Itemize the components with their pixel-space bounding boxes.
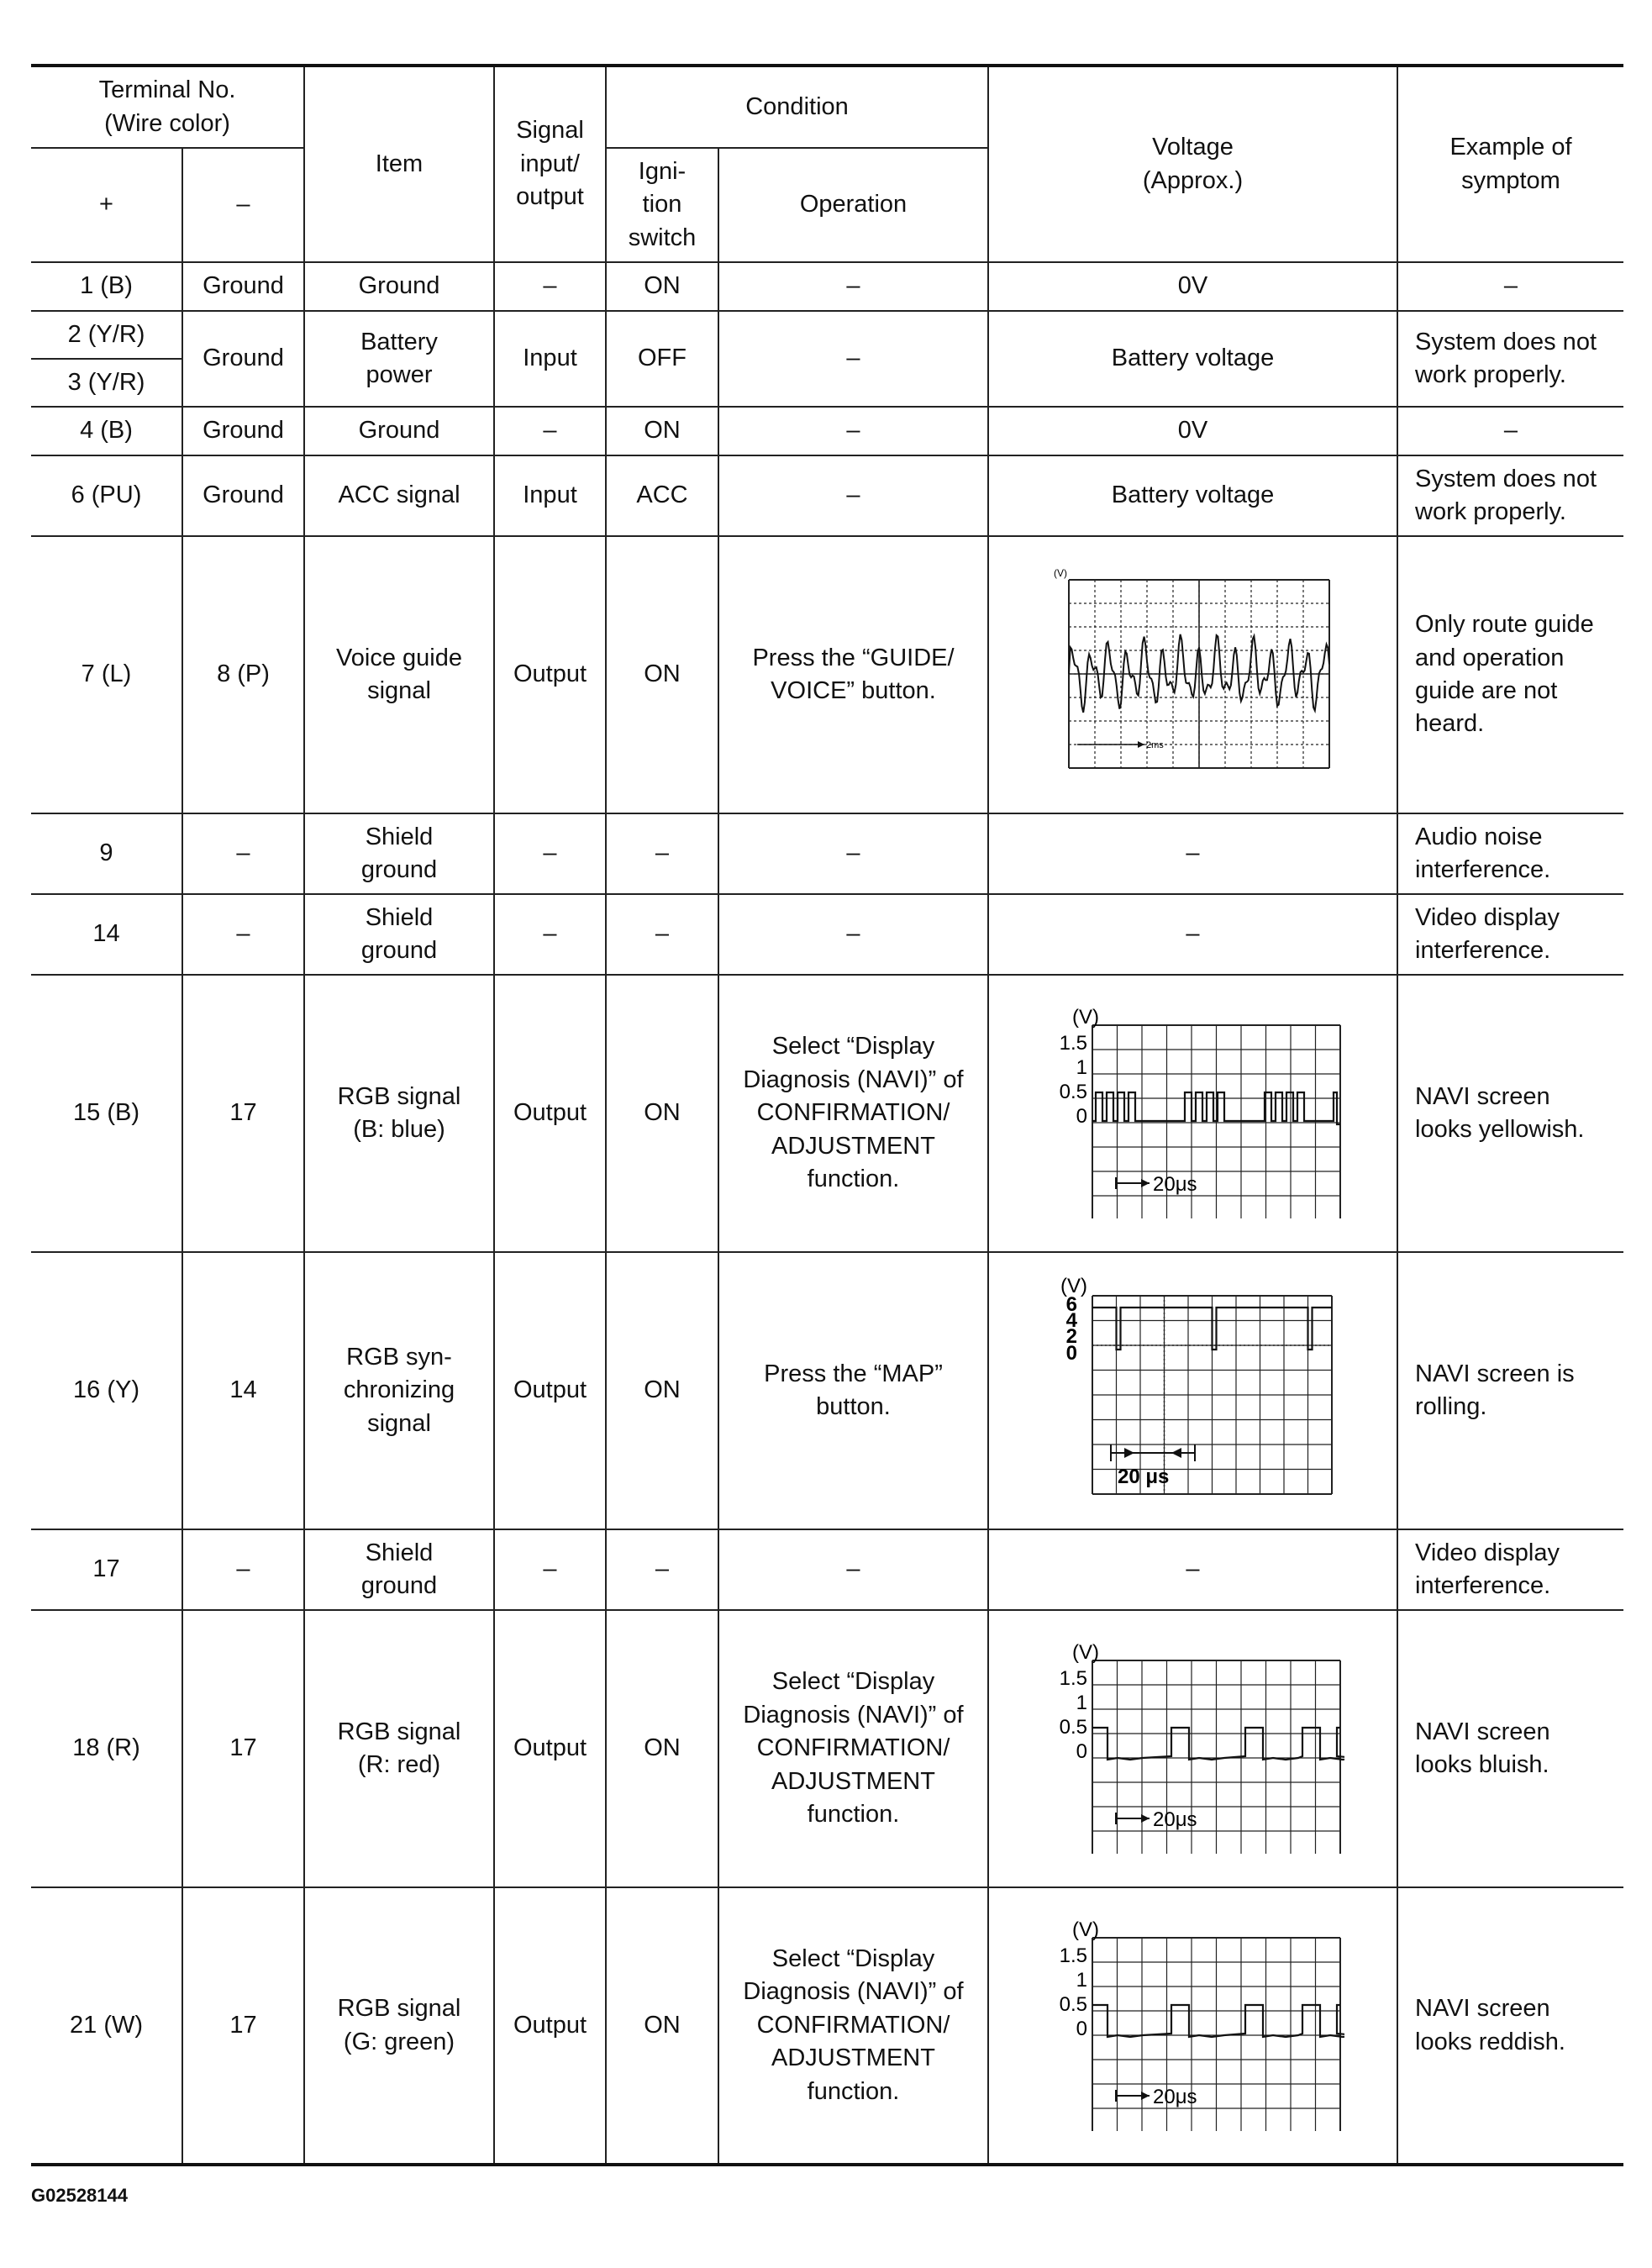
cell-voltage: – <box>988 1529 1397 1610</box>
item-line: RGB signal <box>337 1995 461 2023</box>
time-marker-arrow <box>1141 1179 1150 1187</box>
cell-ignition: ON <box>606 975 718 1252</box>
cell-terminal-minus: 17 <box>182 975 304 1252</box>
y-tick-label: 1 <box>1076 1968 1087 1992</box>
cell-signal-io: Input <box>494 455 606 536</box>
cell-symptom <box>1397 1887 1623 2165</box>
operation-line: – <box>846 1555 860 1583</box>
cell-operation <box>718 455 988 536</box>
item-line: (R: red) <box>357 1751 441 1778</box>
time-marker-arrow <box>1138 741 1144 748</box>
item-line: Ground <box>358 272 440 300</box>
symptom-line: NAVI screen <box>1415 1995 1550 2023</box>
y-tick-label: 0 <box>1076 1105 1087 1128</box>
symptom-line: guide are not <box>1415 677 1558 704</box>
cell-symptom <box>1397 311 1623 407</box>
item-line: ground <box>360 856 438 883</box>
operation-line: ADJUSTMENT <box>771 2044 935 2072</box>
cell-terminal-plus: 1 (B) <box>31 262 182 311</box>
time-scale-label: 20μs <box>1152 2085 1197 2108</box>
cell-signal-io: – <box>494 1529 606 1610</box>
symptom-line: NAVI screen <box>1415 1718 1550 1745</box>
cell-item <box>304 536 494 813</box>
cell-operation <box>718 311 988 407</box>
header-symptom-line1: Example of <box>1449 134 1572 161</box>
item-line: signal <box>367 1409 431 1437</box>
time-scale-label: 20μs <box>1152 1173 1197 1196</box>
y-tick-label: 1.5 <box>1059 1032 1087 1055</box>
cell-voltage: – <box>988 894 1397 975</box>
waveform-trace <box>1092 2005 1344 2037</box>
operation-line: Press the “GUIDE/ <box>752 644 955 671</box>
cell-terminal-plus: 14 <box>31 894 182 975</box>
header-ign-line3: switch <box>628 224 697 251</box>
operation-line: ADJUSTMENT <box>771 1132 935 1160</box>
cell-symptom <box>1397 894 1623 975</box>
item-line: RGB signal <box>337 1082 461 1110</box>
symptom-line: Audio noise <box>1415 823 1543 850</box>
cell-terminal-plus: 3 (Y/R) <box>31 359 182 407</box>
symptom-line: Video display <box>1415 903 1560 931</box>
operation-line: Press the “MAP” <box>764 1360 943 1387</box>
symptom-line: looks bluish. <box>1415 1751 1549 1778</box>
cell-terminal-minus: Ground <box>182 455 304 536</box>
cell-signal-io: – <box>494 894 606 975</box>
header-voltage <box>988 66 1397 262</box>
cell-symptom <box>1397 536 1623 813</box>
operation-line: button. <box>816 1393 891 1420</box>
cell-symptom <box>1397 1252 1623 1529</box>
table-row <box>31 813 1623 894</box>
cell-ignition: ON <box>606 536 718 813</box>
y-unit-label: (V) <box>1060 1277 1087 1297</box>
cell-symptom <box>1397 1610 1623 1887</box>
table-row <box>31 1529 1623 1610</box>
item-line: Ground <box>358 417 440 445</box>
oscilloscope-waveform <box>1042 1644 1344 1854</box>
cell-item <box>304 894 494 975</box>
table-row <box>31 894 1623 975</box>
cell-symptom <box>1397 262 1623 311</box>
cell-item <box>304 1252 494 1529</box>
y-tick-label: 1 <box>1076 1056 1087 1079</box>
time-marker-arrow <box>1124 1448 1134 1458</box>
symptom-line: interference. <box>1415 856 1551 883</box>
cell-item <box>304 1529 494 1610</box>
cell-ignition: – <box>606 1529 718 1610</box>
cell-operation <box>718 1610 988 1887</box>
operation-line: function. <box>807 1166 900 1193</box>
time-marker-arrow <box>1171 1448 1181 1458</box>
y-unit-label: (V) <box>1053 567 1067 579</box>
cell-operation <box>718 536 988 813</box>
table-row <box>31 1887 1623 2165</box>
cell-voltage: 0V <box>988 407 1397 455</box>
y-tick-label: 1.5 <box>1059 1944 1087 1967</box>
cell-operation <box>718 1252 988 1529</box>
cell-terminal-minus: Ground <box>182 262 304 311</box>
header-minus: – <box>182 148 304 262</box>
operation-line: Select “Display <box>771 1944 935 1972</box>
cell-terminal-plus: 17 <box>31 1529 182 1610</box>
header-voltage-line1: Voltage <box>1152 134 1234 161</box>
table-row <box>31 975 1623 1252</box>
symptom-line: looks yellowish. <box>1415 1116 1585 1143</box>
y-tick-label: 0.5 <box>1059 1081 1087 1103</box>
header-voltage-line2: (Approx.) <box>1142 166 1244 194</box>
cell-signal-io: Output <box>494 1887 606 2165</box>
header-symptom-line2: symptom <box>1461 166 1560 194</box>
operation-line: Select “Display <box>771 1033 935 1060</box>
header-item: Item <box>304 66 494 262</box>
y-tick-label: 0.5 <box>1059 1992 1087 2016</box>
operation-line: – <box>846 345 860 372</box>
cell-ignition: ON <box>606 1252 718 1529</box>
cell-ignition: – <box>606 813 718 894</box>
header-ign-line1: Igni- <box>638 157 687 185</box>
cell-operation <box>718 1887 988 2165</box>
y-unit-label: (V) <box>1071 1008 1099 1029</box>
item-line: Shield <box>365 903 434 931</box>
symptom-line: interference. <box>1415 937 1551 964</box>
symptom-line: System does not <box>1415 328 1597 355</box>
operation-line: – <box>846 920 860 948</box>
symptom-line: NAVI screen <box>1415 1082 1550 1110</box>
cell-item <box>304 455 494 536</box>
cell-terminal-plus: 2 (Y/R) <box>31 311 182 359</box>
cell-item <box>304 1610 494 1887</box>
cell-terminal-minus: 8 (P) <box>182 536 304 813</box>
item-line: Shield <box>365 1539 434 1566</box>
cell-ignition: ON <box>606 1887 718 2165</box>
table-row <box>31 311 1623 359</box>
operation-line: – <box>846 417 860 445</box>
cell-symptom <box>1397 1529 1623 1610</box>
cell-ignition: ON <box>606 407 718 455</box>
table-row <box>31 262 1623 311</box>
cell-signal-io: Input <box>494 311 606 407</box>
symptom-line: rolling. <box>1415 1393 1487 1420</box>
cell-item <box>304 1887 494 2165</box>
cell-terminal-minus: 17 <box>182 1610 304 1887</box>
symptom-line: – <box>1503 417 1518 445</box>
cell-signal-io: Output <box>494 1252 606 1529</box>
cell-terminal-plus: 7 (L) <box>31 536 182 813</box>
operation-line: Diagnosis (NAVI)” of <box>743 1701 964 1729</box>
operation-line: CONFIRMATION/ <box>756 1734 950 1762</box>
cell-voltage <box>988 536 1397 813</box>
oscilloscope-waveform <box>1042 1921 1344 2131</box>
time-scale-label: 2ms <box>1145 740 1164 750</box>
operation-line: – <box>846 481 860 509</box>
cell-operation <box>718 894 988 975</box>
cell-terminal-minus: 17 <box>182 1887 304 2165</box>
header-signal-io <box>494 66 606 262</box>
item-line: signal <box>367 677 431 704</box>
operation-line: Select “Display <box>771 1668 935 1696</box>
cell-symptom <box>1397 813 1623 894</box>
cell-voltage: Battery voltage <box>988 311 1397 407</box>
header-terminal-no-label: Terminal No. <box>98 76 236 104</box>
cell-terminal-minus: Ground <box>182 407 304 455</box>
time-marker-arrow <box>1141 1814 1150 1823</box>
cell-item <box>304 975 494 1252</box>
cell-terminal-plus: 4 (B) <box>31 407 182 455</box>
item-line: Battery <box>360 328 438 355</box>
symptom-line: Video display <box>1415 1539 1560 1566</box>
cell-terminal-plus: 18 (R) <box>31 1610 182 1887</box>
cell-signal-io: – <box>494 262 606 311</box>
header-plus: + <box>31 148 182 262</box>
cell-ignition: ON <box>606 1610 718 1887</box>
symptom-line: looks reddish. <box>1415 2028 1565 2055</box>
table-row <box>31 455 1623 536</box>
header-condition: Condition <box>606 66 988 148</box>
operation-line: VOICE” button. <box>771 677 936 704</box>
table-row <box>31 407 1623 455</box>
operation-line: function. <box>807 2077 900 2105</box>
cell-voltage <box>988 1610 1397 1887</box>
item-line: Shield <box>365 823 434 850</box>
header-ignition-switch <box>606 148 718 262</box>
cell-signal-io: – <box>494 813 606 894</box>
operation-line: Diagnosis (NAVI)” of <box>743 1978 964 2006</box>
header-signal-io-line3: output <box>516 183 584 211</box>
waveform-trace <box>1092 1308 1332 1350</box>
cell-operation <box>718 975 988 1252</box>
cell-terminal-minus: Ground <box>182 311 304 407</box>
symptom-line: interference. <box>1415 1572 1551 1599</box>
y-unit-label: (V) <box>1071 1920 1099 1941</box>
cell-terminal-plus: 9 <box>31 813 182 894</box>
cell-symptom <box>1397 407 1623 455</box>
y-tick-label: 0.5 <box>1059 1716 1087 1739</box>
header-ign-line2: tion <box>642 191 682 218</box>
waveform-trace <box>1092 1728 1344 1760</box>
time-scale-label: 20μs <box>1152 1808 1197 1831</box>
cell-voltage: – <box>988 813 1397 894</box>
operation-line: CONFIRMATION/ <box>756 1099 950 1127</box>
cell-signal-io: Output <box>494 975 606 1252</box>
operation-line: – <box>846 839 860 867</box>
y-tick-label: 1 <box>1076 1692 1087 1714</box>
cell-item <box>304 311 494 407</box>
operation-line: function. <box>807 1801 900 1829</box>
header-operation: Operation <box>718 148 988 262</box>
operation-line: ADJUSTMENT <box>771 1767 935 1795</box>
cell-operation <box>718 813 988 894</box>
symptom-line: work properly. <box>1415 361 1566 388</box>
cell-item <box>304 813 494 894</box>
symptom-line: and operation <box>1415 644 1565 671</box>
cell-symptom <box>1397 975 1623 1252</box>
y-unit-label: (V) <box>1071 1644 1099 1664</box>
cell-voltage: 0V <box>988 262 1397 311</box>
header-symptom <box>1397 66 1623 262</box>
item-line: ACC signal <box>338 481 460 509</box>
cell-terminal-minus: 14 <box>182 1252 304 1529</box>
cell-item <box>304 407 494 455</box>
cell-terminal-plus: 21 (W) <box>31 1887 182 2165</box>
cell-terminal-plus: 16 (Y) <box>31 1252 182 1529</box>
terminal-spec-table <box>31 64 1623 2166</box>
symptom-line: System does not <box>1415 465 1597 492</box>
cell-signal-io: Output <box>494 1610 606 1887</box>
operation-line: – <box>846 272 860 300</box>
cell-ignition: OFF <box>606 311 718 407</box>
item-line: ground <box>360 1572 438 1599</box>
item-line: ground <box>360 937 438 964</box>
table-row <box>31 536 1623 813</box>
cell-ignition: ACC <box>606 455 718 536</box>
cell-voltage <box>988 1887 1397 2165</box>
y-tick-label: 6 <box>1065 1293 1077 1316</box>
cell-voltage <box>988 975 1397 1252</box>
cell-voltage: Battery voltage <box>988 455 1397 536</box>
oscilloscope-waveform <box>1050 561 1336 788</box>
oscilloscope-waveform <box>1042 1008 1344 1218</box>
header-signal-io-line2: input/ <box>520 150 580 177</box>
symptom-line: NAVI screen is <box>1415 1360 1575 1387</box>
symptom-line: – <box>1503 272 1518 300</box>
operation-line: CONFIRMATION/ <box>756 2011 950 2039</box>
item-line: RGB signal <box>337 1718 461 1745</box>
figure-id: G02528144 <box>31 2185 128 2206</box>
cell-terminal-plus: 6 (PU) <box>31 455 182 536</box>
time-marker-arrow <box>1141 2092 1150 2100</box>
header-wire-color-label: (Wire color) <box>104 109 230 137</box>
item-line: RGB syn- <box>346 1343 452 1371</box>
y-tick-label: 0 <box>1065 1342 1077 1365</box>
header-signal-io-line1: Signal <box>516 117 584 145</box>
cell-voltage <box>988 1252 1397 1529</box>
cell-ignition: ON <box>606 262 718 311</box>
y-tick-label: 0 <box>1076 1740 1087 1763</box>
y-tick-label: 1.5 <box>1059 1667 1087 1690</box>
symptom-line: Only route guide <box>1415 611 1594 639</box>
item-line: power <box>366 361 433 388</box>
cell-signal-io: – <box>494 407 606 455</box>
table-row <box>31 1610 1623 1887</box>
cell-terminal-minus: – <box>182 894 304 975</box>
item-line: chronizing <box>343 1376 455 1404</box>
item-line: (B: blue) <box>353 1116 445 1143</box>
cell-operation <box>718 262 988 311</box>
cell-terminal-plus: 15 (B) <box>31 975 182 1252</box>
cell-signal-io: Output <box>494 536 606 813</box>
cell-operation <box>718 407 988 455</box>
cell-terminal-minus: – <box>182 1529 304 1610</box>
operation-line: Diagnosis (NAVI)” of <box>743 1066 964 1093</box>
header-terminal-no <box>31 66 304 148</box>
item-line: Voice guide <box>336 644 462 671</box>
cell-terminal-minus: – <box>182 813 304 894</box>
symptom-line: work properly. <box>1415 498 1566 525</box>
cell-ignition: – <box>606 894 718 975</box>
y-tick-label: 2 <box>1065 1325 1077 1348</box>
cell-item <box>304 262 494 311</box>
table-row <box>31 1252 1623 1529</box>
time-scale-label: 20 μs <box>1117 1466 1169 1488</box>
y-tick-label: 4 <box>1065 1309 1077 1332</box>
symptom-line: heard. <box>1415 710 1485 738</box>
cell-symptom <box>1397 455 1623 536</box>
cell-operation <box>718 1529 988 1610</box>
y-tick-label: 0 <box>1076 2017 1087 2040</box>
oscilloscope-waveform <box>1042 1277 1344 1504</box>
item-line: (G: green) <box>343 2028 455 2055</box>
